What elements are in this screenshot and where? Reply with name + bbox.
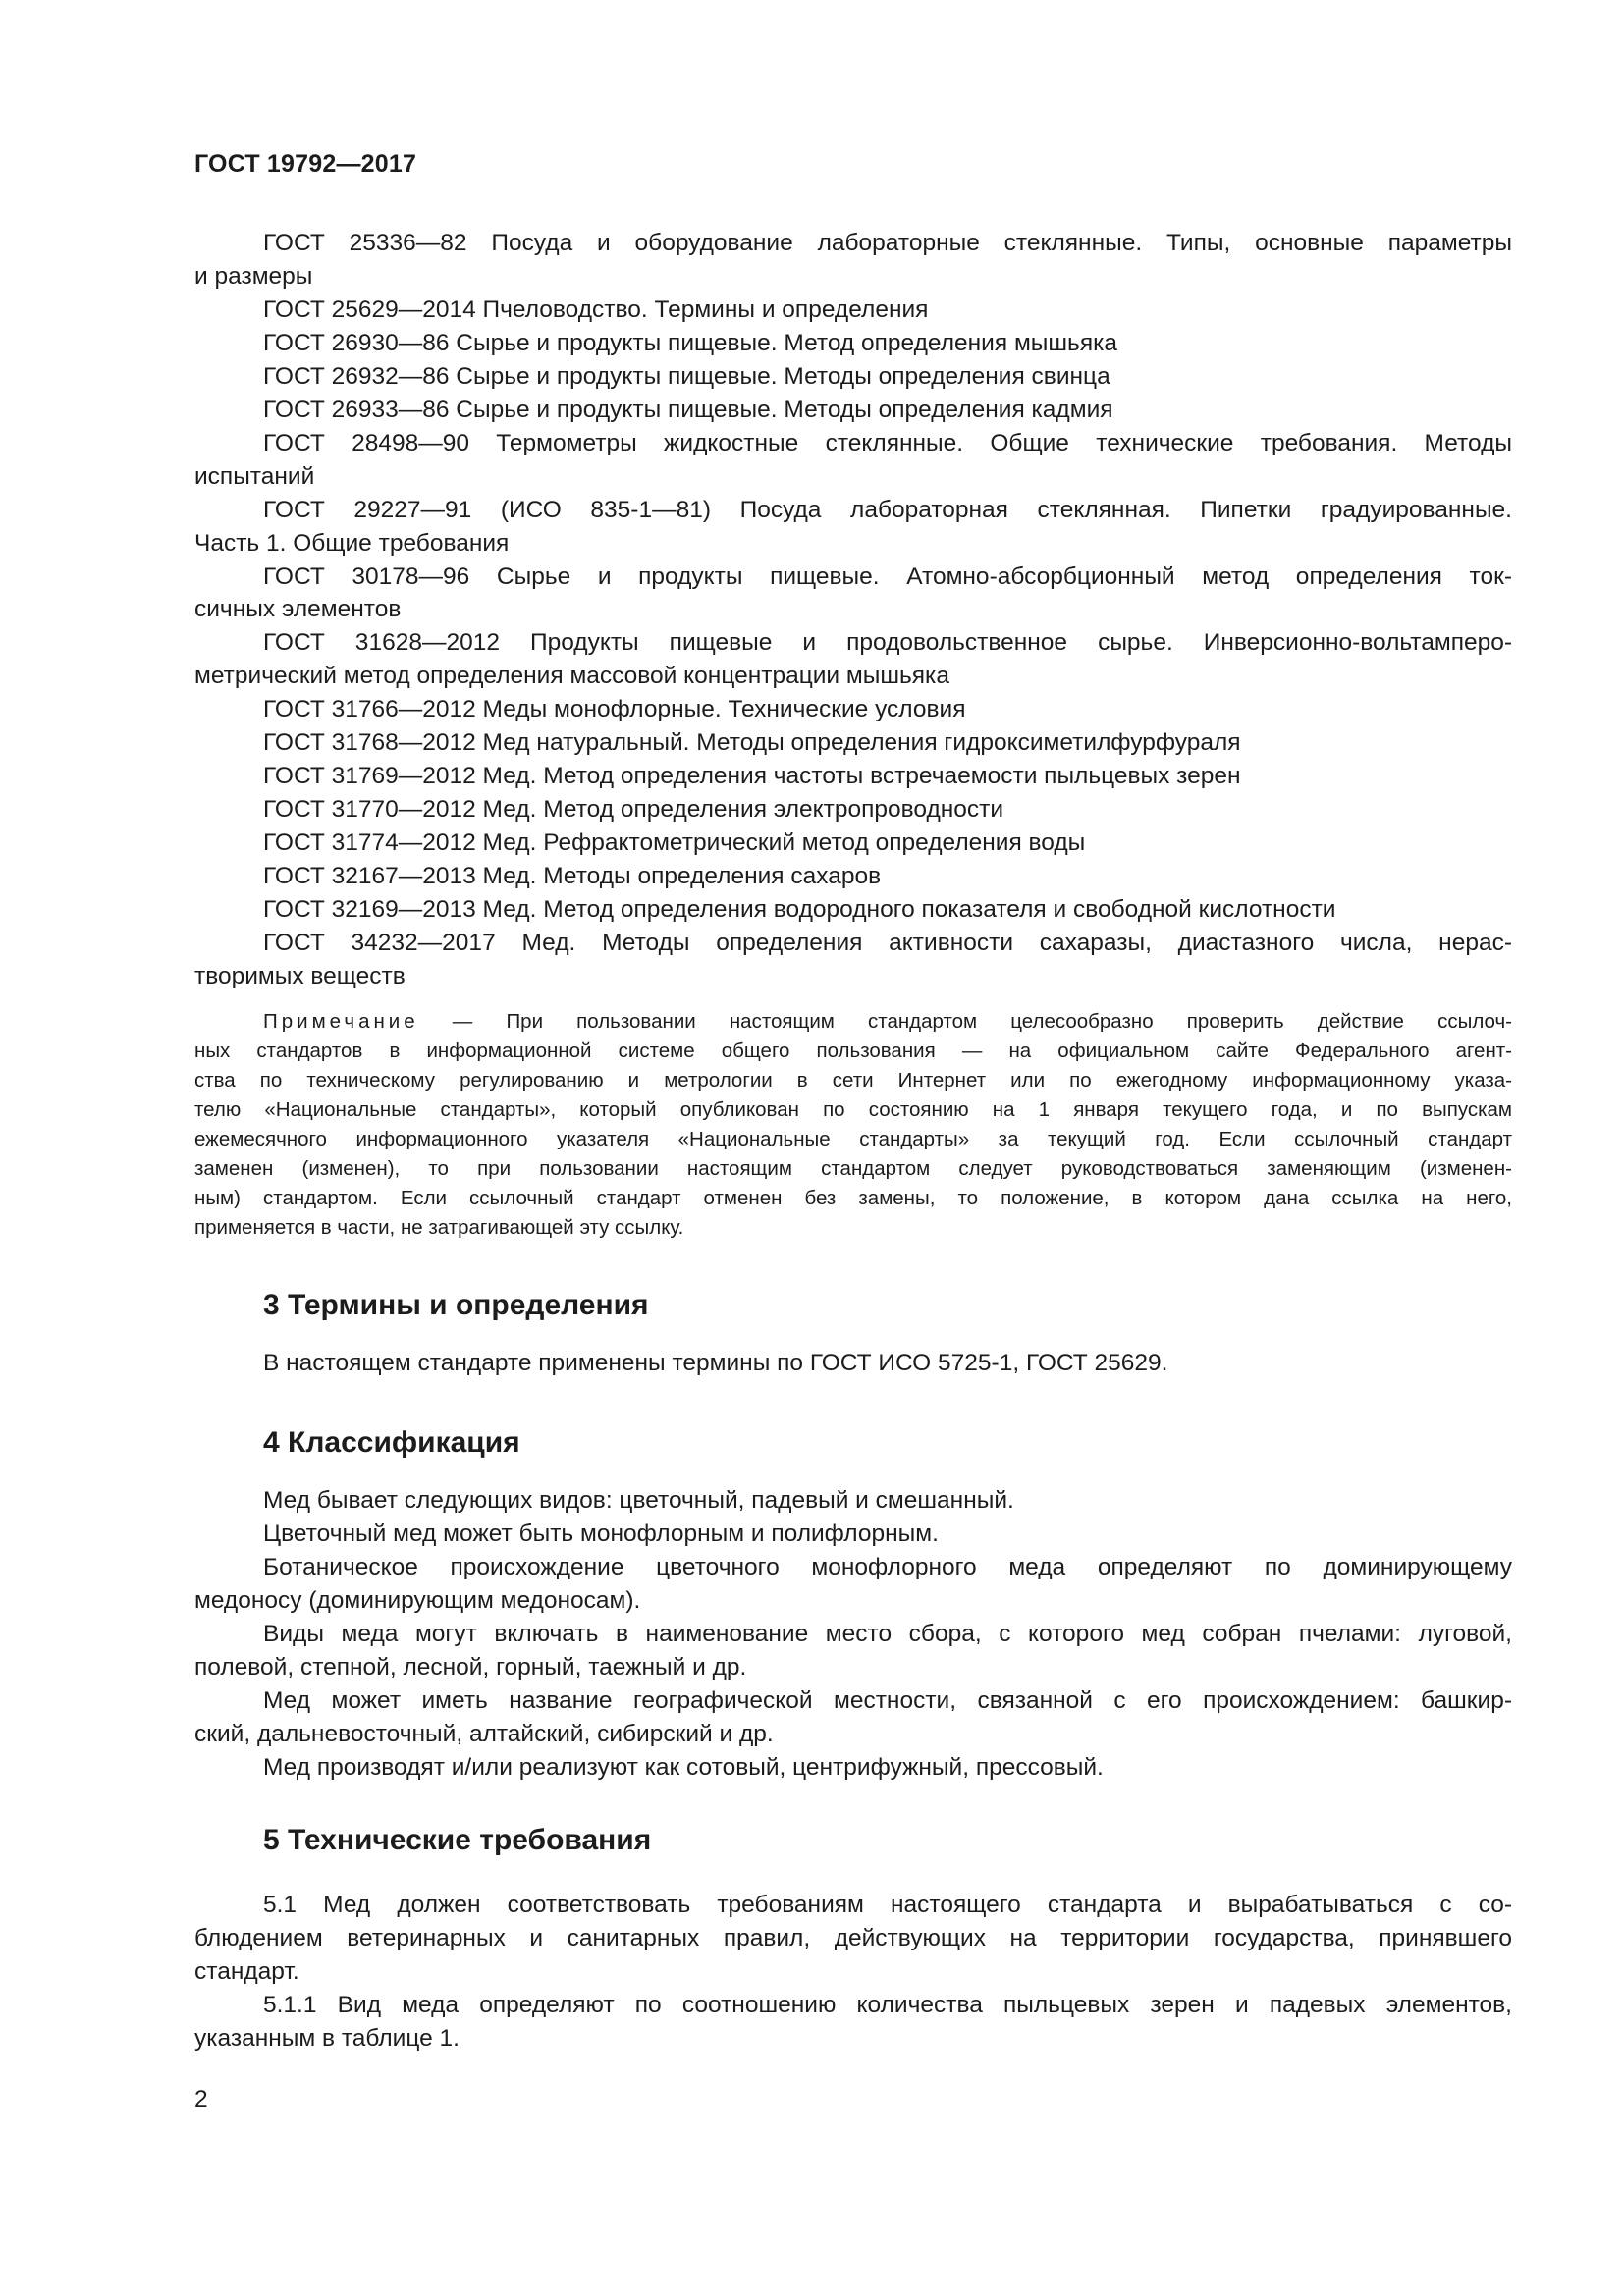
reference-line: и размеры (194, 262, 313, 290)
section-heading-classification: 4 Классификация (263, 1426, 520, 1459)
note-line: ным) стандартом. Если ссылочный стандарт отменен без замены, то положение, в котором дана ссылка на него, (194, 1187, 1512, 1209)
reference-line: ГОСТ 26932—86 Сырье и продукты пищевые. Методы определения свинца (263, 362, 1110, 390)
note-line: ства по техническому регулированию и метрологии в сети Интернет или по ежегодному информационному указа- (194, 1069, 1512, 1092)
document-header: ГОСТ 19792—2017 (194, 150, 417, 178)
reference-line: Часть 1. Общие требования (194, 529, 510, 557)
paragraph-line: указанным в таблице 1. (194, 2025, 460, 2052)
paragraph-line: стандарт. (194, 1958, 299, 1985)
paragraph-line: полевой, степной, лесной, горный, таежный и др. (194, 1654, 747, 1681)
note-line: применяется в части, не затрагивающей эту ссылку. (194, 1216, 684, 1239)
reference-line: ГОСТ 25629—2014 Пчеловодство. Термины и определения (263, 295, 929, 323)
reference-line: ГОСТ 34232—2017 Мед. Методы определения активности сахаразы, диастазного числа, нерас- (263, 929, 1512, 956)
reference-line: ГОСТ 31769—2012 Мед. Метод определения частоты встречаемости пыльцевых зерен (263, 763, 1241, 790)
reference-line: ГОСТ 26933—86 Сырье и продукты пищевые. Методы определения кадмия (263, 396, 1113, 423)
note-line (263, 1007, 1512, 1037)
note-line: ежемесячного информационного указателя «Национальные стандарты» за текущий год. Если ссылочный стандарт (194, 1128, 1512, 1150)
reference-line: ГОСТ 30178—96 Сырье и продукты пищевые. Атомно-абсорбционный метод определения ток- (263, 562, 1512, 590)
section-heading-technical-requirements: 5 Технические требования (263, 1824, 652, 1856)
reference-line: ГОСТ 31768—2012 Мед натуральный. Методы определения гидроксиметилфурфураля (263, 729, 1241, 757)
reference-line: ГОСТ 32167—2013 Мед. Методы определения сахаров (263, 863, 882, 890)
reference-line: метрический метод определения массовой концентрации мышьяка (194, 663, 949, 690)
paragraph-line: Цветочный мед может быть монофлорным и полифлорным. (263, 1521, 939, 1547)
reference-line: ГОСТ 26930—86 Сырье и продукты пищевые. Метод определения мышьяка (263, 329, 1117, 356)
reference-line: испытаний (194, 462, 315, 490)
reference-line: ГОСТ 31774—2012 Мед. Рефрактометрический метод определения воды (263, 829, 1086, 857)
paragraph-line: Мед бывает следующих видов: цветочный, падевый и смешанный. (263, 1487, 1014, 1514)
paragraph-line: Мед производят и/или реализуют как сотовый, центрифужный, прессовый. (263, 1754, 1104, 1781)
reference-line: ГОСТ 29227—91 (ИСО 835-1—81) Посуда лабораторная стеклянная. Пипетки градуированные. (263, 496, 1512, 523)
paragraph-line: В настоящем стандарте применены термины по ГОСТ ИСО 5725-1, ГОСТ 25629. (263, 1350, 1168, 1376)
paragraph-line: 5.1 Мед должен соответствовать требованиям настоящего стандарта и вырабатываться с со- (263, 1892, 1512, 1918)
note-line: заменен (изменен), то при пользовании настоящим стандартом следует руководствоваться заменяющим (изменен- (194, 1157, 1512, 1180)
paragraph-line: Виды меда могут включать в наименование место сбора, с которого мед собран пчелами: луговой, (263, 1621, 1512, 1647)
note-text: — При пользовании настоящим стандартом целесообразно проверить действие ссылоч- (418, 1010, 1512, 1033)
page-number: 2 (194, 2086, 208, 2112)
note-label: Примечание (263, 1010, 419, 1033)
reference-line: ГОСТ 31628—2012 Продукты пищевые и продовольственное сырье. Инверсионно-вольтамперо- (263, 629, 1512, 657)
paragraph-line: ский, дальневосточный, алтайский, сибирский и др. (194, 1721, 774, 1747)
reference-line: сичных элементов (194, 596, 402, 623)
reference-line: творимых веществ (194, 962, 406, 989)
reference-line: ГОСТ 28498—90 Термометры жидкостные стеклянные. Общие технические требования. Методы (263, 429, 1512, 456)
paragraph-line: Ботаническое происхождение цветочного монофлорного меда определяют по доминирующему (263, 1554, 1512, 1580)
paragraph-line: 5.1.1 Вид меда определяют по соотношению количества пыльцевых зерен и падевых элементов, (263, 1992, 1512, 2018)
reference-line: ГОСТ 25336—82 Посуда и оборудование лабораторные стеклянные. Типы, основные параметры (263, 230, 1512, 256)
reference-line: ГОСТ 31770—2012 Мед. Метод определения электропроводности (263, 796, 1004, 824)
section-heading-terms: 3 Термины и определения (263, 1289, 649, 1321)
reference-line: ГОСТ 31766—2012 Меды монофлорные. Технические условия (263, 696, 966, 723)
paragraph-line: блюдением ветеринарных и санитарных правил, действующих на территории государства, принявшего (194, 1925, 1512, 1951)
paragraph-line: Мед может иметь название географической местности, связанной с его происхождением: башкир- (263, 1687, 1512, 1714)
paragraph-line: медоносу (доминирующим медоносам). (194, 1587, 641, 1614)
reference-line: ГОСТ 32169—2013 Мед. Метод определения водородного показателя и свободной кислотности (263, 896, 1336, 923)
note-line: ных стандартов в информационной системе общего пользования — на официальном сайте Федерального агент- (194, 1040, 1512, 1062)
note-line: телю «Национальные стандарты», который опубликован по состоянию на 1 января текущего года, и по выпускам (194, 1098, 1512, 1121)
